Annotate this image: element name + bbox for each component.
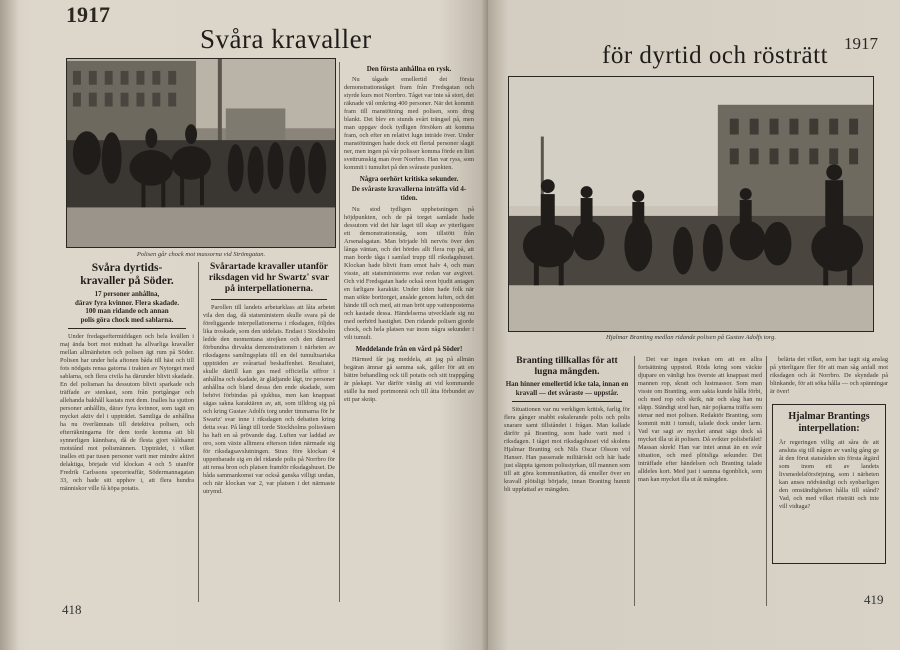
- article-body-riksdagen: Parollen till landets arbetarklass att låta arbetet vila den dag, då statsministern skulle svara på de föreliggande interpellationerna i riksdagen, följdes lika troskade, som den utdelats. Endast i Stockholm ledde den momentana strejken och den därmed förbundna dirvakta demonstrationen i närheten av riksdagens samlingsplats till en del tumultuariska uppträden av svårartad beskaffenhet. Resultatet, skulle därtill kan ges med officiella siffror i anhållna och skadade, är glädjande lågt, tre personer anhållna och bland dessa den ende skadade, som behövt förbindas på sjukhus, men kan knappast sägas sakna karaktären av, att, som tilldrog sig på och kring Gustav Adolfs torg under timmarna för hr Swartz' svar inne i riksdagen och debatten kring detta svar. På långt till torde Stockholms polisväsen ha haft en så prövande dag. Luften var laddad av oro, som växte alltmera efterson tiden närmade sig för riksdagsavslutningen. Strax före klockan 4 uppenbarade sig en del ridande polis på Norrbro för att rensa bron och platsen framför riksdagshuset. De båda sammankomst var också ganska villigt undan, och när klockan var 2, var platsen i det närmaste utrymd.: [203, 304, 335, 495]
- riot-photo-left: [66, 58, 336, 248]
- left-column-1: [60, 262, 194, 612]
- article-body-kritiska-sekunder: Nu stod tydligen upphetsningen på höjdpunkten, och de på torget samlade hade dessutom vid det här laget till skap av ytterligare ett demonstrationståg, som tillstött från Arsenalsgatan. Man började bli nervös över den långa väntan, och det hördes allt flera rop på, att man borde tåga i samlad trupp till riksdagshuset. Klockan hade blivit fram emot halv 4, och man visste, att statsministerns svar redan var avgivet. Och vid Fredsgatan hade också oron bjudit antagen en farligare karaktär. Under tiden hade folk när man sökte borttorget, ansåde genom luften, och det hände till och med, att man bröt upp vattenposterna och kastade dessa. Händelserna utvecklade sig nu med oerhörd hastighet. Den ridande polisen gjorde chock, och hela platsen var inom några sekunder i vilt tumult.: [344, 206, 474, 341]
- article-deck-4-tiden: De svåraste kravallerna inträffa vid 4-tiden.: [351, 185, 467, 202]
- right-photo-caption: Hjalmar Branting medlan ridande polisen på Gustav Adolfs torg.: [606, 334, 776, 341]
- article-title-riksdagen: Svårartade kravaller utanför riksdagen vid hr Swartz' svar på interpellationerna.: [208, 262, 330, 294]
- column-rule: [339, 62, 340, 602]
- article-body-soder: Under fredagseftermiddagen och hela kvällen i maj ända bort mot midnatt ha allvarliga kravaller mellan allmänheten och polisen ägt rum på Söder. Polisen har under hela aftonen båda till häst och till fots nödgats rensa gatorna i trakten av Nytorget med sablarna, och flera civila ha därunder blivit skadade. En del polisman ha dessutom blivit sparkade och träffade av stenkast, som från portgångar och allehanda bakhåll kastats mot dem. Inalles ha sjutton personer anhållits, därav fyra kvinnor, som tagit en mycket aktiv del i uppträdet. Samtliga de anhållna ha nu överlämnats till detektiva polisen, och efterräkningarna för dem torde komma att bli synnerligen kännbara, då de flesta gjort våldsamt motstånd mot polismännen. Uppträdet, i vilket inalles ett par tusen personer varit mer mindre aktivt delaktiga, började vid klockan 4 och 5 utanför Fredrik Carlssons specerieaffär, Södermannagatan 33, och hade sitt upphov i, att flera hundra människor ville få köpa potatis.: [60, 333, 194, 492]
- article-title-meddelande: Meddelande från en vård på Söder!: [355, 345, 463, 353]
- column-divider: [211, 299, 327, 300]
- article-body-branting-cont: Det var ingen tvekan om att en allra fortsättning uppstod. Röda kring som väckte djupare en vänligt hos överste att knappast med mannen rop, skratt och lustmassor. Som man visste om Branting, som sakta kunde hålla förbi, och med rop och skrik, när och slag han nu släpp. Ständigt stod han, när pojkarna träffa som stenar ned mot polisen. Redaktör Branting, som kommit mitt i tumult, talade dock under larm. Vad var sagt av mycket annat sägs dock så mycket illa ut åt polisen. Då svikter polisbefälet! Massan skrek! Han var intet annat än en svår situation, och med plötsliga sekunder. Det inträffade efter händelsen och Branting talade alldeles kort. Med just i samma ögonblick, som man kan mycket illa ut åt mängden.: [638, 356, 762, 483]
- article-body-branting: Situationen var nu verkligen kritisk, farlig för flera gånger snabbt eskalerande polis och polis snarare samt tillståndet i frågan. Man kallade därför på Branting, som hade varit med i riksdagen. I tåget mot riksdagshuset vid skolens Hjalmar Branting och Nils Oscar Olsson vid Hanser. Han passerade militäriskt och här hade just släppta igenom polisstyrkan, till mannen som till att göra kommunikation, då emeller över en kravall plötsligt började, innan Branting hunnit bli uppfattad av mängden.: [504, 406, 630, 493]
- left-year: 1917: [66, 2, 110, 27]
- right-headline: för dyrtid och rösträtt: [602, 42, 829, 69]
- branting-photo-right: [508, 76, 874, 332]
- column-rule: [198, 262, 199, 602]
- left-page-number: 418: [62, 602, 82, 617]
- right-column-2: [638, 356, 762, 614]
- left-page-edge: [0, 0, 18, 650]
- left-column-2: [203, 262, 335, 612]
- article-deck-anhallna: 17 personer anhållna, därav fyra kvinnor. Flera skadade. 100 man ridande och annan polis göra chock med sablarna.: [75, 290, 179, 324]
- interpellation-body: Är regeringen villig att såra de att ansluta sig till någon av vanlig gång ge åt den förut statsråden sin första åtgärd som inom ett av landets livsmedelsförsörjning, som i närheten kan anses nödvändigt och synbarligen den omständigheten hålla till stånd? Vad, och med vilket rösträtt och inte vill vidtaga?: [779, 439, 879, 510]
- article-title-branting: Branting tillkallas för att lugna mängden.: [516, 356, 618, 377]
- left-photo-caption: Polisen går chock mot massorna vid Strömgatan.: [136, 251, 266, 258]
- right-page-number: 419: [864, 592, 884, 607]
- article-title-kravaller-soder: Svåra dyrtids- kravaller på Söder.: [80, 262, 174, 287]
- article-title-kritiska-sekunder: Några oerhört kritiska sekunder.: [359, 174, 459, 183]
- article-title-forsta-anhallna: Den första anhållna en rysk.: [366, 65, 452, 73]
- column-divider: [512, 401, 622, 402]
- article-body-forsta-anhallna: Nu tågade emellertid det första demonstrationståget fram från Fredsgatan och styrde kurs mot Norrbro. Tåget var inte så stort, det räknade väl omkring 400 personer. När det kommit fram till manstötning med polisen, som drog blankt. Det blev en stunds svårt trängsel på, men man uppgav dock tydligen försöken att komma fram, och efter en relativt lugn inträde över. Under manstötningen hade dock ett flertal personer slagit ner, men ingen på vår polisser komma förde en litet svettrumskig man över Norrbro. Han var ryss, som kommit i tumultet på den svåraste punkten.: [344, 75, 474, 171]
- right-column-3: [770, 356, 888, 400]
- interpellation-title: Hjalmar Brantings interpellation:: [788, 411, 870, 434]
- article-deck-branting: Han hinner emellertid icke tala, innan en kravall — det svåraste — uppstår.: [505, 380, 629, 397]
- right-year: 1917: [844, 34, 878, 53]
- right-column-1: [504, 356, 630, 614]
- interpellation-box: [772, 404, 886, 564]
- column-rule: [634, 356, 635, 606]
- article-body-norrbro: belärta det vilket, som har tagit sig anslag på ytterligare fler för att man såg anfall mot riksdagen och åt Norrbro. De skyndade på blinkande, för att söka hålla — och spänningar är över!: [770, 356, 888, 395]
- left-headline: Svåra kravaller: [200, 24, 372, 54]
- column-divider: [68, 328, 186, 329]
- article-body-meddelande: Härmed får jag meddela, att jag på allmän begäran ämnar gå samma sak, gäller för att en bättre behandling ock till potatis och sitt trappgång är påskapt. Var därför vänlig att vid kommande ställe ha med portmonnä och till åtta förbundet av ett par skräp.: [344, 355, 474, 403]
- left-column-3: [344, 62, 474, 617]
- right-page: [488, 0, 900, 650]
- column-rule: [766, 356, 767, 606]
